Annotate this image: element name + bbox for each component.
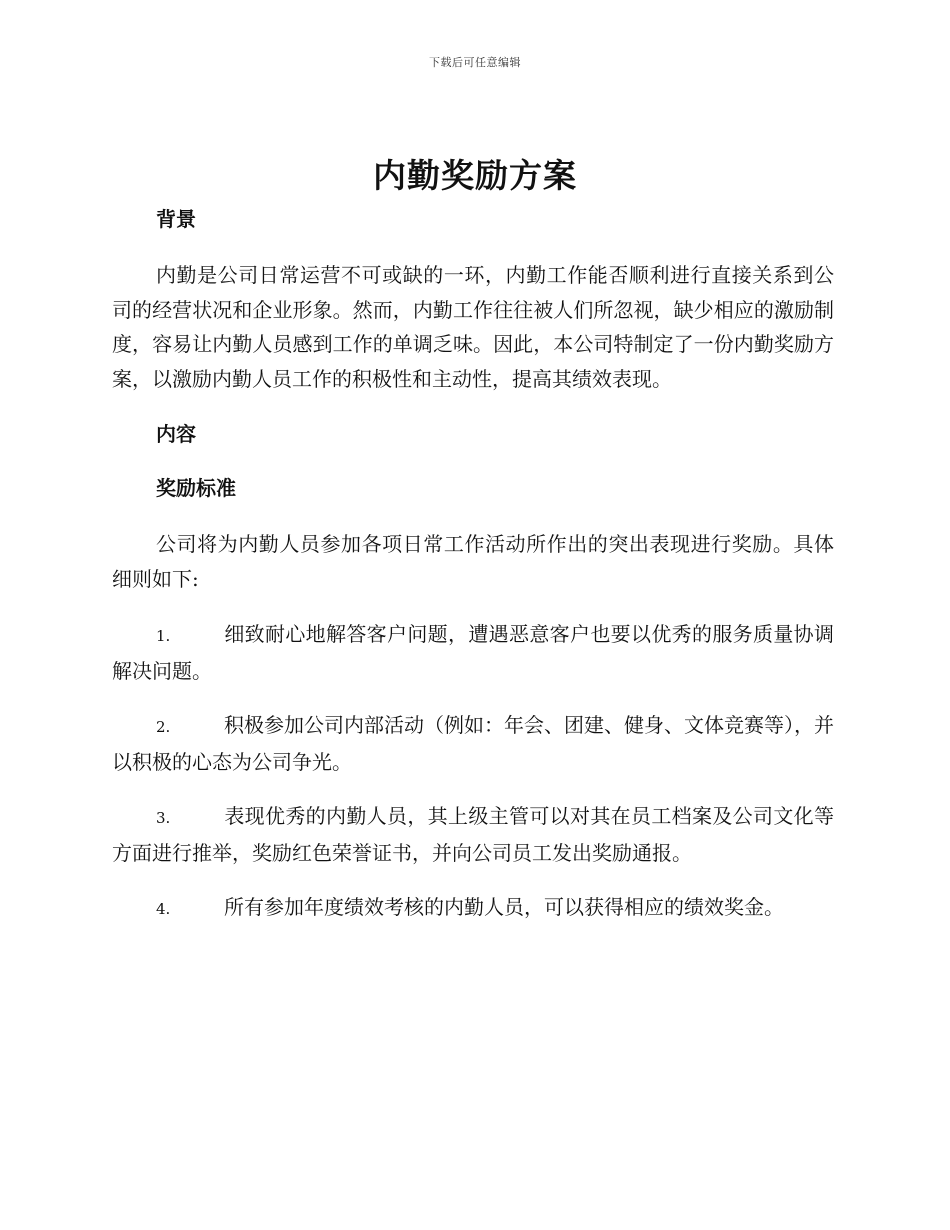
list-item-text: 细致耐心地解答客户问题，遭遇恶意客户也要以优秀的服务质量协调解决问题。 (112, 622, 834, 683)
list-item-text: 表现优秀的内勤人员，其上级主管可以对其在员工档案及公司文化等方面进行推举，奖励红色荣誉证书，并向公司员工发出奖励通报。 (112, 804, 834, 865)
list-item (112, 708, 834, 779)
background-paragraph: 内勤是公司日常运营不可或缺的一环，内勤工作能否顺利进行直接关系到公司的经营状况和企业形象。然而，内勤工作往往被人们所忽视，缺少相应的激励制度，容易让内勤人员感到工作的单调乏味。因此，本公司特制定了一份内勤奖励方案，以激励内勤人员工作的积极性和主动性，提高其绩效表现。 (112, 263, 834, 391)
list-item-text: 积极参加公司内部活动（例如：年会、团建、健身、文体竞赛等），并以积极的心态为公司争光。 (112, 713, 834, 774)
list-item-number: 2. (156, 718, 171, 736)
list-item (112, 799, 834, 870)
section-heading-content: 内容 (156, 422, 196, 446)
criteria-intro-paragraph: 公司将为内勤人员参加各项日常工作活动所作出的突出表现进行奖励。具体细则如下: (112, 532, 834, 591)
list-item-number: 4. (156, 900, 171, 918)
section-heading-background: 背景 (156, 207, 196, 231)
list-item (112, 617, 834, 688)
list-item-text: 所有参加年度绩效考核的内勤人员，可以获得相应的绩效奖金。 (224, 895, 784, 919)
document-title: 内勤奖励方案 (373, 156, 577, 195)
header-note: 下载后可任意编辑 (429, 56, 521, 69)
section-heading-criteria: 奖励标准 (156, 476, 236, 500)
list-item (112, 890, 834, 927)
list-item-number: 3. (156, 809, 171, 827)
list-item-number: 1. (156, 627, 171, 645)
document-body (112, 202, 834, 927)
